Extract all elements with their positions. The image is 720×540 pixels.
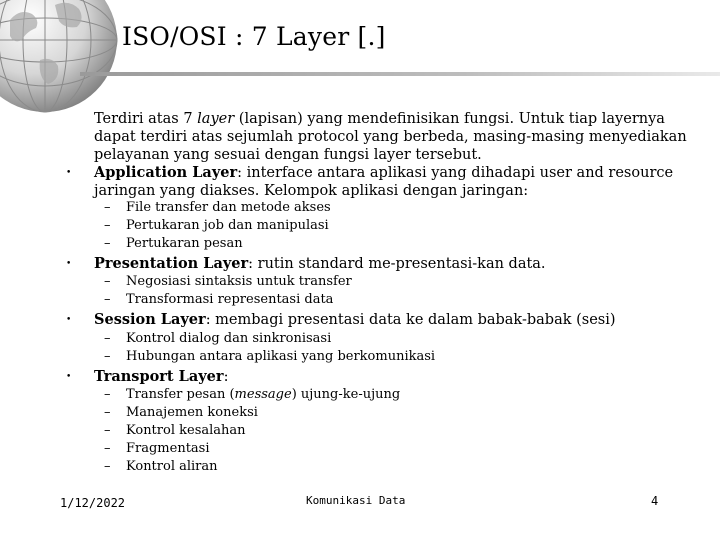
bullet-icon: • (66, 315, 72, 325)
dash-icon: – (104, 200, 111, 215)
bullet-heading: Application Layer (94, 164, 238, 181)
sub-item: – Negosiasi sintaksis untuk transfer (104, 274, 352, 289)
bullet-session (94, 311, 704, 329)
dash-icon: – (104, 236, 111, 251)
bullet-text: : interface antara aplikasi yang dihadapi user and resource jaringan yang diakses. Kelompok aplikasi dengan jaringan: (94, 165, 674, 199)
page-number: 4 (651, 494, 659, 508)
dash-icon: – (104, 387, 111, 402)
sub-item: – Kontrol aliran (104, 459, 218, 474)
slide-title: ISO/OSI : 7 Layer [.] (122, 22, 386, 51)
intro-text-2: (lapisan) yang mendefinisikan fungsi. Untuk tiap layernya dapat terdiri atas sejumlah protocol yang berbeda, masing-masing menyediakan pelayanan yang sesuai dengan fungsi layer tersebut. (94, 111, 687, 163)
sub-item: – Hubungan antara aplikasi yang berkomunikasi (104, 349, 436, 364)
dash-icon: – (104, 441, 111, 456)
bullet-application (94, 164, 704, 200)
dash-icon: – (104, 274, 111, 289)
intro-paragraph (94, 110, 704, 164)
dash-icon: – (104, 459, 111, 474)
bullet-heading: Session Layer (94, 311, 206, 328)
intro-text-1: Terdiri atas 7 (94, 111, 198, 127)
bullet-heading: Transport Layer (94, 368, 224, 385)
bullet-icon: • (66, 372, 72, 382)
sub-item: – Manajemen koneksi (104, 405, 258, 420)
intro-emphasis: layer (197, 111, 235, 127)
sub-item: – Kontrol dialog dan sinkronisasi (104, 331, 332, 346)
sub-item: – Pertukaran pesan (104, 236, 243, 251)
sub-item: – File transfer dan metode akses (104, 200, 331, 215)
footer-date: 1/12/2022 (60, 496, 126, 510)
dash-icon: – (104, 349, 111, 364)
bullet-text: : rutin standard me-presentasi-kan data. (248, 256, 546, 272)
bullet-heading: Presentation Layer (94, 255, 249, 272)
dash-icon: – (104, 218, 111, 233)
dash-icon: – (104, 331, 111, 346)
footer-title: Komunikasi Data (306, 494, 406, 507)
sub-item: – Pertukaran job dan manipulasi (104, 218, 329, 233)
bullet-text: : (223, 369, 229, 385)
dash-icon: – (104, 423, 111, 438)
sub-item: – Transformasi representasi data (104, 292, 334, 307)
bullet-transport (94, 368, 704, 386)
bullet-icon: • (66, 168, 72, 178)
sub-item: – Kontrol kesalahan (104, 423, 246, 438)
bullet-text: : membagi presentasi data ke dalam babak-babak (sesi) (205, 312, 616, 328)
dash-icon: – (104, 292, 111, 307)
sub-item: – Transfer pesan (message) ujung-ke-ujung (104, 387, 401, 402)
sub-item: – Fragmentasi (104, 441, 210, 456)
bullet-icon: • (66, 259, 72, 269)
dash-icon: – (104, 405, 111, 420)
bullet-presentation (94, 255, 704, 273)
